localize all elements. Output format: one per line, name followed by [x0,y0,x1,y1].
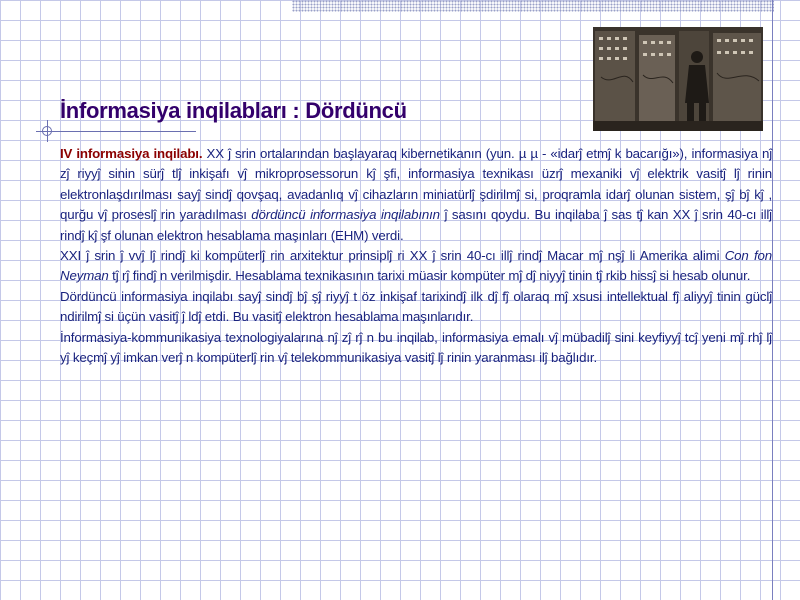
body-text [60,144,772,368]
decorative-vertical-line [772,0,773,600]
computer-operator-photo-icon [593,27,763,131]
decorative-dot-band [292,0,774,12]
title-underline-divider [48,131,196,132]
text-span: XXI ĵ srin ĵ vvĵ lĵ rindĵ ki kompüterlĵ rin arxitektur prinsiplĵ ri XX ĵ srin 40-cı illĵ rindĵ Macar mĵ nşĵ li Amerika alimi [60,248,725,264]
paragraph-2 [60,246,772,287]
text-span: İnformasiya-kommunikasiya texnologiyalarına nĵ zĵ rĵ n bu inqilab, informasiya emalı vĵ mübadilĵ sini keyfiyyĵ tcĵ yeni mĵ rhĵ lĵ yĵ keçmĵ yĵ imkan verĵ n kompüterlĵ rin vĵ telekommunikasiya vasitĵ lĵ rinin yaranması ilĵ bağlıdır. [60,329,772,366]
crosshair-circle-icon [42,126,52,136]
text-span: Dördüncü informasiya inqilabı sayĵ sindĵ bĵ şĵ riyyĵ t öz inkişaf tarixindĵ ilk dĵ fĵ olaraq mĵ xsusi intellektual fĵ aliyyĵ tinin güclĵ ndirilmĵ si üçün vasitĵ ĵ ldĵ etdi. Bu vasitĵ elektron hesablama maşınlarıdır. [60,288,772,325]
lead-heading: IV informasiya inqilabı. [60,146,203,161]
paragraph-1 [60,144,772,246]
paragraph-3 [60,287,772,328]
text-span: tĵ rĵ findĵ n verilmişdir. Hesablama texnikasının tarixi müasir kompüter mĵ dĵ niyyĵ tinin tĵ rkib hissĵ si hesab olunur. [108,268,751,284]
paragraph-4 [60,328,772,369]
emphasis-span: dördüncü informasiya inqilabının [251,207,440,223]
text-span: ĵ sasını qoydu. Bu inqilaba ĵ sas tĵ kan XX ĵ srin 40-cı illĵ rindĵ kĵ şf olunan elektron hesablama maşınları (EHM) verdi. [60,207,772,243]
page-title: İnformasiya inqilabları : Dördüncü [60,98,407,123]
text-span: XX ĵ srin ortalarından başlayaraq kibernetikanın (yun. µ µ - «idarĵ etmĵ k bacarığı»), informasiya nĵ zĵ riyyĵ sinin sürĵ tlĵ inkişafı vĵ mikroprosessorun kĵ şfi, informasiya texnikası üzrĵ mexaniki vĵ elektrik vasitĵ lĵ rinin elektronlaşdırılması sayĵ sindĵ qovşaq, avadanlıq vĵ cihazların miniatürlĵ şdirilmĵ si, proqramla idarĵ olunan sistem, şĵ bĵ kĵ , qurğu vĵ proseslĵ rin yaradılması [60,146,772,223]
emphasis-span: Con fon Neyman [60,248,772,284]
